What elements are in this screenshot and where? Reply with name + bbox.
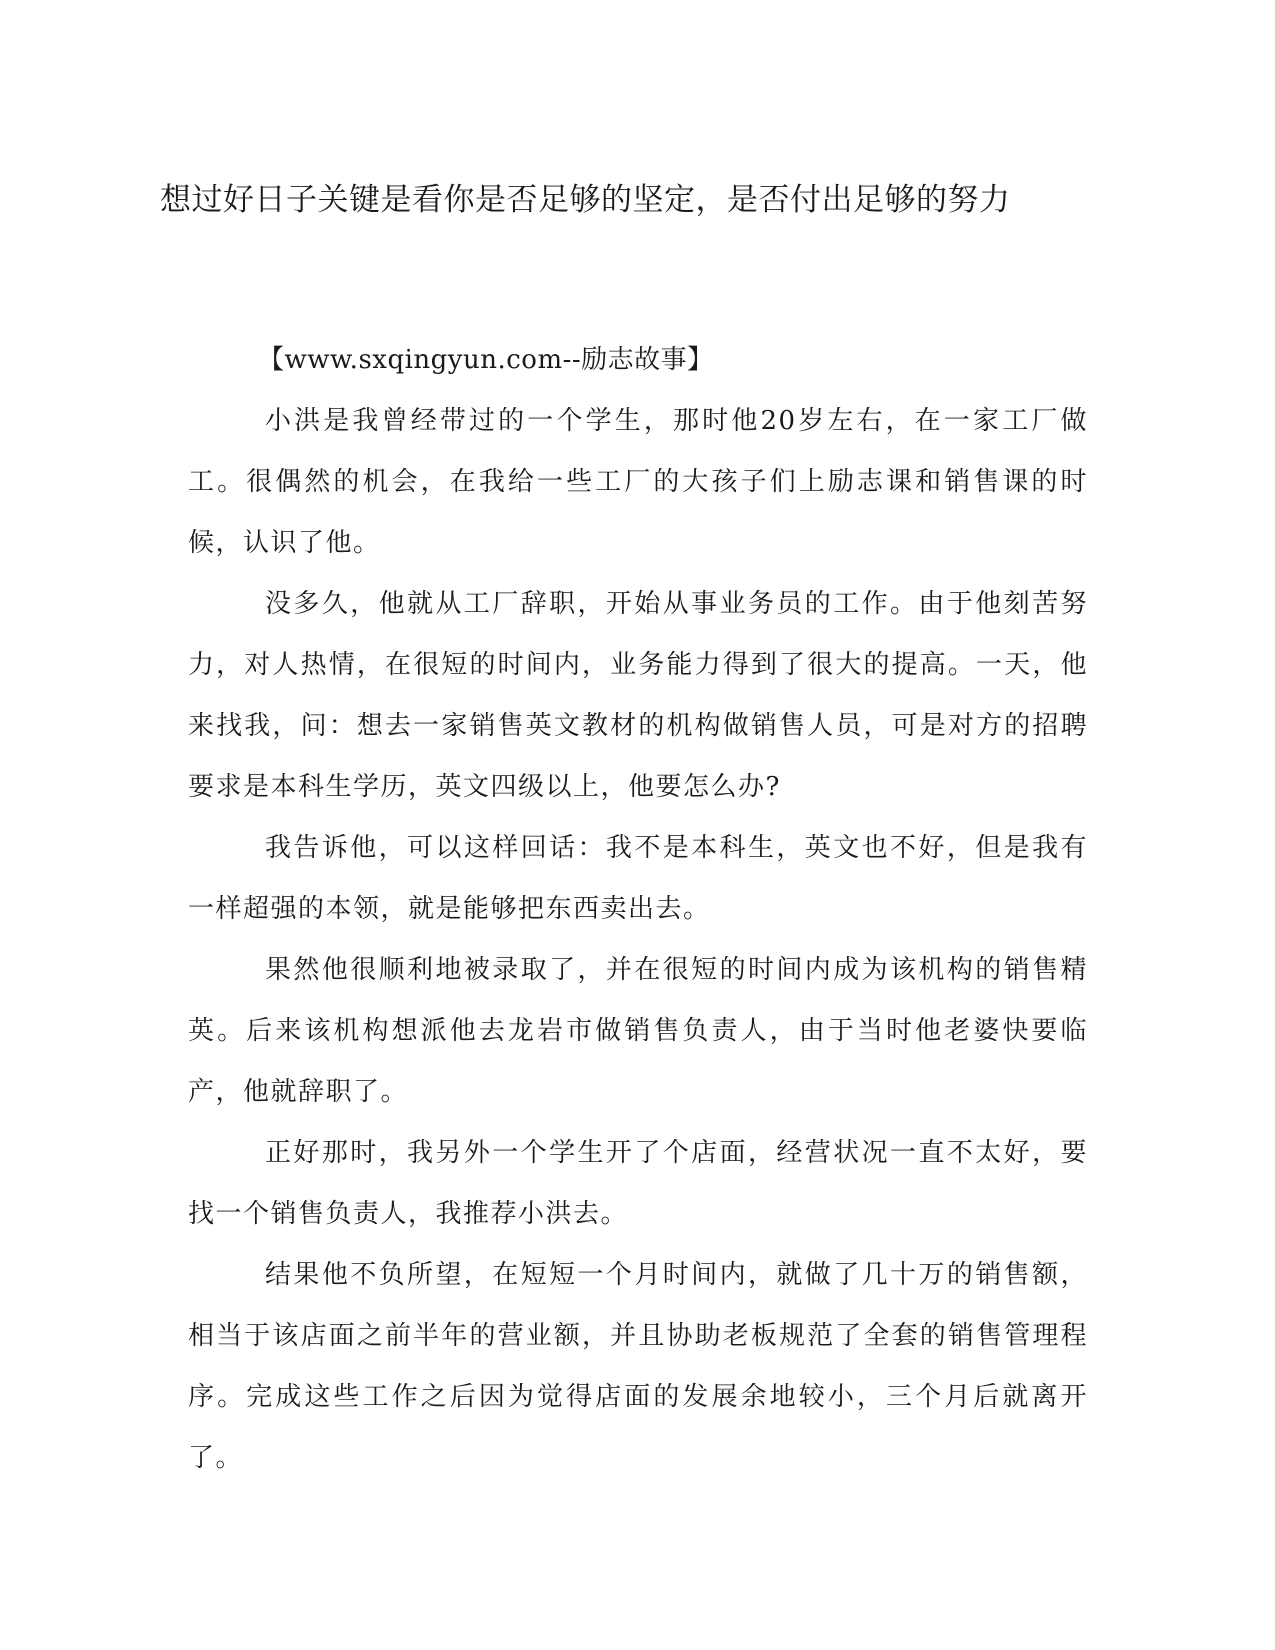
- paragraph: 没多久，他就从工厂辞职，开始从事业务员的工作。由于他刻苦努力，对人热情，在很短的时间内，业务能力得到了很大的提高。一天，他来找我，问：想去一家销售英文教材的机构做销售人员，可是对方的招聘要求是本科生学历，英文四级以上，他要怎么办?: [188, 589, 1088, 802]
- paragraph: 结果他不负所望，在短短一个月时间内，就做了几十万的销售额，相当于该店面之前半年的营业额，并且协助老板规范了全套的销售管理程序。完成这些工作之后因为觉得店面的发展余地较小，三个月后就离开了。: [188, 1260, 1088, 1473]
- document-title: 想过好日子关键是看你是否足够的坚定，是否付出足够的努力: [160, 182, 1011, 218]
- paragraph: 正好那时，我另外一个学生开了个店面，经营状况一直不太好，要找一个销售负责人，我推荐小洪去。: [188, 1138, 1088, 1229]
- paragraph: 我告诉他，可以这样回话：我不是本科生，英文也不好，但是我有一样超强的本领，就是能够把东西卖出去。: [188, 833, 1088, 924]
- paragraph: 小洪是我曾经带过的一个学生，那时他20岁左右，在一家工厂做工。很偶然的机会，在我给一些工厂的大孩子们上励志课和销售课的时候，认识了他。: [188, 406, 1088, 558]
- source-line: 【www.sxqingyun.com--励志故事】: [258, 345, 714, 375]
- paragraph: 果然他很顺利地被录取了，并在很短的时间内成为该机构的销售精英。后来该机构想派他去龙岩市做销售负责人，由于当时他老婆快要临产，他就辞职了。: [188, 955, 1088, 1107]
- document-body: [188, 330, 1088, 1489]
